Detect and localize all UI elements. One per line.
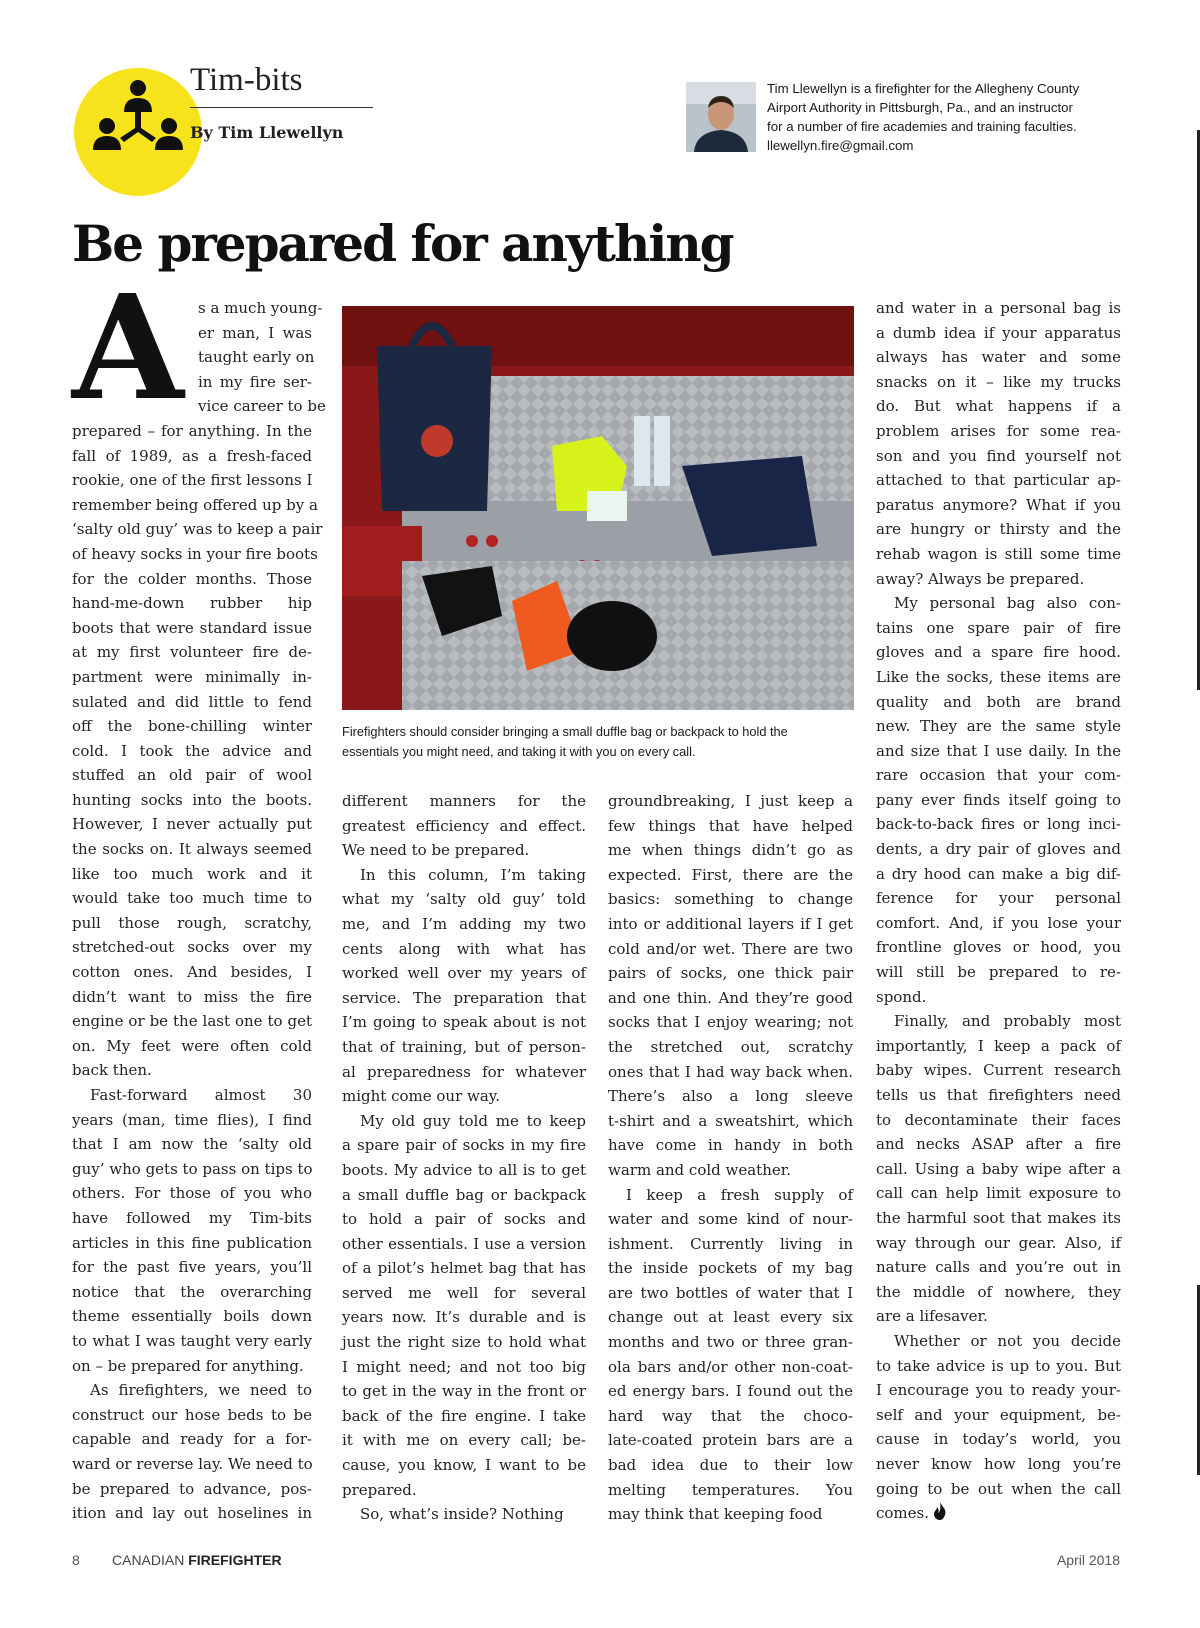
article-text-line: tains one spare pair of fire: [876, 618, 1121, 637]
article-text-line: expected. First, there are the: [608, 865, 853, 884]
article-text-line: years (man, time flies), I find: [72, 1110, 312, 1129]
article-text-line: water and some kind of nour-: [608, 1210, 853, 1229]
article-text-line: son and you find yourself not: [876, 446, 1121, 465]
article-text-line: baby wipes. Current research: [876, 1061, 1121, 1080]
article-text-line: rare occasion that your com-: [876, 766, 1121, 785]
article-text-line: ishment. Currently living in: [608, 1234, 853, 1253]
article-text-line: er man, I was: [198, 323, 312, 342]
article-text-line: engine or be the last one to get: [72, 1012, 312, 1031]
article-text-line: pull those rough, scratchy,: [72, 913, 312, 932]
article-text-line: way through our gear. Also, if: [876, 1233, 1121, 1252]
article-text-line: I might need; and not too big: [342, 1357, 586, 1376]
issue-date: April 2018: [1056, 1552, 1120, 1568]
article-text-line: late-coated protein bars are a: [608, 1431, 853, 1450]
article-text-line: are hungry or thirsty and the: [876, 520, 1121, 539]
article-text-line: to hold a pair of socks and: [342, 1210, 586, 1229]
article-text-line: are a lifesaver.: [876, 1307, 988, 1326]
article-text-line: hunting socks into the boots.: [72, 790, 312, 809]
article-text-line: groundbreaking, I just keep a: [608, 792, 853, 810]
article-text-line: going to be out when the call: [876, 1479, 1121, 1498]
article-text-line: paratus anymore? What if you: [876, 495, 1121, 514]
article-text-line: and necks ASAP after a fire: [876, 1135, 1121, 1154]
article-text-line: snacks on it – like my trucks: [876, 372, 1121, 391]
article-text-line: back-to-back fires or long inci-: [876, 815, 1121, 834]
article-text-line: melting temperatures. You: [608, 1480, 853, 1499]
article-text-line: in my fire ser-: [198, 372, 312, 391]
article-text-line: tells us that firefighters need: [876, 1086, 1121, 1104]
divider: [190, 107, 373, 108]
article-text-line: for the colder months. Those: [72, 569, 312, 588]
article-text-line: gloves and a spare fire hood.: [876, 643, 1121, 662]
magazine-name: [112, 1552, 282, 1568]
article-text-line: notice that the overarching: [72, 1282, 312, 1301]
article-text-line: capable and ready for a for-: [72, 1430, 312, 1449]
article-text-line: nature calls and you’re out in: [876, 1258, 1121, 1277]
article-text-line: the socks on. It always seemed: [72, 840, 312, 859]
page-number: 8: [72, 1552, 80, 1568]
article-text-line: would take too much time to: [72, 889, 312, 908]
article-text-line: Like the socks, these items are: [876, 667, 1121, 686]
article-text-line: call. Using a baby wipe after a: [876, 1159, 1121, 1178]
column-name: Tim-bits: [190, 62, 303, 98]
article-text-line: call can help limit exposure to: [876, 1184, 1121, 1203]
article-text-line: have followed my Tim-bits: [72, 1208, 312, 1227]
article-text-line: back then.: [72, 1061, 152, 1080]
article-text-line: a dry hood can make a big dif-: [876, 864, 1121, 883]
article-text-line: ference for your personal: [876, 889, 1121, 908]
article-text-line: pairs of socks, one thick pair: [608, 964, 853, 983]
article-text-line: sulated and did little to fend: [72, 692, 312, 711]
article-text-line: served me well for several: [342, 1283, 586, 1302]
article-text-line: cents along with what has: [342, 939, 586, 958]
article-text-line: bad idea due to their low: [608, 1456, 853, 1475]
article-text-line: ola bars and/or other non-coat-: [608, 1357, 853, 1376]
article-text-line: of heavy socks in your fire boots: [72, 544, 318, 563]
article-headline: Be prepared for anything: [72, 214, 733, 273]
article-text-line: be prepared to advance, pos-: [72, 1479, 312, 1498]
article-text-line: quality and both are brand: [876, 692, 1121, 711]
article-text-line: attached to that particular ap-: [876, 471, 1121, 490]
drop-cap: A: [72, 263, 184, 432]
caption-line: Firefighters should consider bringing a small duffle bag or backpack to hold the: [342, 724, 788, 739]
article-text-line: for the past five years, you’ll: [72, 1258, 312, 1277]
article-text-line: stretched-out socks over my: [72, 938, 312, 957]
article-column-1: [72, 296, 326, 1526]
article-text-line: worked well over my years of: [342, 964, 586, 983]
article-text-line: a dumb idea if your apparatus: [876, 323, 1121, 342]
article-text-line: hard way that the choco-: [608, 1406, 853, 1425]
photo-caption: [342, 722, 862, 761]
author-bio: [767, 79, 1137, 155]
article-text-line: the stretched out, scratchy: [608, 1037, 853, 1056]
article-text-line: ‘salty old guy’ was to keep a pair: [72, 520, 323, 539]
author-headshot: [686, 82, 756, 152]
article-text-line: rookie, one of the first lessons I: [72, 471, 313, 490]
article-text-line: other essentials. I use a version: [342, 1234, 586, 1253]
article-text-line: We need to be prepared.: [342, 841, 530, 860]
article-text-line: basics: something to change: [608, 890, 853, 909]
article-text-line: on – be prepared for anything.: [72, 1356, 304, 1375]
article-text-line: will still be prepared to re-: [876, 963, 1121, 982]
article-text-line: pany ever finds itself going to: [876, 790, 1121, 809]
caption-line: essentials you might need, and taking it with you on every call.: [342, 743, 696, 759]
magazine-name-part: FIREFIGHTER: [188, 1552, 282, 1568]
article-text-line: socks that I enjoy wearing; not: [608, 1013, 853, 1032]
article-text-line: cause, you know, I want to be: [342, 1456, 586, 1475]
article-text-line: Whether or not you decide: [894, 1331, 1121, 1350]
article-text-line: to decontaminate their faces: [876, 1110, 1121, 1129]
article-text-line: the inside pockets of my bag: [608, 1259, 853, 1278]
article-text-line: and one thin. And they’re good: [608, 988, 853, 1007]
article-text-line: ed energy bars. I found out the: [608, 1382, 853, 1401]
article-text-line: away? Always be prepared.: [876, 569, 1085, 588]
author-bio-line: Airport Authority in Pittsburgh, Pa., and an instructor: [767, 100, 1073, 115]
article-text-line: me when things didn’t go as: [608, 841, 853, 860]
article-text-line: service. The preparation that: [342, 988, 586, 1007]
article-text-line: construct our hose beds to be: [72, 1405, 312, 1424]
article-text-line: dents, a dry pair of gloves and: [876, 840, 1121, 859]
article-text-line: into or additional layers if I get: [608, 914, 853, 933]
article-text-line: vice career to be: [198, 397, 326, 416]
article-text-line: boots that were standard issue: [72, 618, 312, 637]
article-text-line: never know how long you’re: [876, 1454, 1121, 1473]
article-text-line: fall of 1989, as a fresh-faced: [72, 446, 312, 465]
article-text-line: it with me on every call; be-: [342, 1431, 586, 1450]
article-text-line: frontline gloves or hood, you: [876, 938, 1121, 957]
article-text-line: Finally, and probably most: [894, 1012, 1121, 1031]
article-text-line: warm and cold weather.: [608, 1160, 792, 1179]
article-text-line: on. My feet were often cold: [72, 1036, 312, 1055]
article-text-line: cold and/or wet. There are two: [608, 939, 853, 958]
article-text-line: few things that have helped: [608, 816, 853, 835]
article-text-line: and water in a personal bag is: [876, 299, 1121, 317]
article-text-line: comes.: [876, 1501, 1121, 1526]
article-text-line: at my first volunteer fire de-: [72, 643, 312, 662]
article-text-line: importantly, I keep a pack of: [876, 1036, 1121, 1055]
article-text-line: greatest efficiency and effect.: [342, 816, 586, 835]
article-text-line: There’s also a long sleeve: [608, 1087, 853, 1106]
article-text-line: that I am now the ‘salty old: [72, 1135, 312, 1154]
article-text-line: the middle of nowhere, they: [876, 1282, 1121, 1301]
article-text-line: theme essentially boils down: [72, 1307, 312, 1326]
article-text-line: change out at least every six: [608, 1308, 853, 1327]
article-text-line: to take advice is up to you. But: [876, 1356, 1121, 1375]
article-text-line: prepared.: [342, 1480, 417, 1499]
article-text-line: cold. I took the advice and: [72, 741, 312, 760]
article-text-line: ones that I had way back when.: [608, 1062, 853, 1081]
article-text-line: are two bottles of water that I: [608, 1283, 853, 1302]
article-text-line: always has water and some: [876, 348, 1121, 367]
article-text-line: others. For those of you who: [72, 1184, 312, 1203]
article-text-line: off the bone-chilling winter: [72, 717, 312, 736]
firefighter-gear-bag-photo: [342, 306, 854, 710]
author-bio-line: Tim Llewellyn is a firefighter for the Allegheny County: [767, 81, 1080, 96]
article-text-line: So, what’s inside? Nothing: [360, 1505, 564, 1524]
article-text-line: As firefighters, we need to: [90, 1381, 312, 1400]
article-text-line: My personal bag also con-: [894, 594, 1121, 613]
article-text-line: spond.: [876, 987, 927, 1006]
article-text-line: do. But what happens if a: [876, 397, 1121, 416]
article-text-line: ition and lay out hoselines in: [72, 1504, 312, 1523]
article-text-line: remember being offered up by a: [72, 495, 318, 514]
column-logo: [74, 68, 202, 196]
article-column-3: [608, 789, 853, 1527]
article-text-line: that of training, but of person-: [342, 1037, 586, 1056]
article-text-line: rehab wagon is still some time: [876, 544, 1121, 563]
article-column-4: [876, 296, 1121, 1526]
article-text-line: t-shirt and a sweatshirt, which: [608, 1111, 853, 1130]
article-text-line: s a much young-: [198, 299, 323, 317]
article-text-line: didn’t want to miss the fire: [72, 987, 312, 1006]
article-text-line: a spare pair of socks in my fire: [342, 1136, 586, 1155]
article-text-line: back of the fire engine. I take: [342, 1406, 586, 1425]
article-text-line: taught early on: [198, 348, 315, 367]
article-text-line: self and your equipment, be-: [876, 1405, 1121, 1424]
article-text-line: the harmful soot that makes its: [876, 1208, 1121, 1227]
article-text-line: problem arises for some rea-: [876, 421, 1121, 440]
article-text-line: My old guy told me to keep: [360, 1111, 586, 1130]
article-text-line: stuffed an old pair of wool: [72, 766, 312, 785]
flame-icon: [933, 1502, 947, 1520]
byline: By Tim Llewellyn: [190, 123, 344, 142]
article-text-line: comfort. And, if you lose your: [876, 913, 1121, 932]
magazine-name-part: CANADIAN: [112, 1552, 189, 1568]
article-text-line: a small duffle bag or backpack: [342, 1185, 586, 1204]
article-text-line: guy’ who gets to pass on tips to: [72, 1159, 313, 1178]
article-text-line: I keep a fresh supply of: [626, 1185, 853, 1204]
article-text-line: I’m going to speak about is not: [342, 1013, 586, 1032]
article-text-line: different manners for the: [342, 792, 586, 810]
article-text-line: In this column, I’m taking: [360, 865, 586, 884]
article-text-line: Fast-forward almost 30: [90, 1086, 312, 1104]
article-text-line: to what I was taught very early: [72, 1331, 312, 1350]
article-text-line: I encourage you to ready your-: [876, 1381, 1121, 1400]
article-text-line: and size that I use daily. In the: [876, 741, 1121, 760]
article-text-line: articles in this fine publication: [72, 1233, 312, 1252]
article-text-line: partment were minimally in-: [72, 667, 312, 686]
article-text-line: boots. My advice to all is to get: [342, 1160, 586, 1179]
article-text-line: years now. It’s durable and is: [342, 1308, 586, 1327]
author-email[interactable]: llewellyn.fire@gmail.com: [767, 138, 914, 153]
article-text-line: new. They are the same style: [876, 717, 1121, 736]
people-network-icon: [74, 68, 202, 196]
article-text-line: hand-me-down rubber hip: [72, 594, 312, 613]
article-text-line: al preparedness for whatever: [342, 1062, 586, 1081]
article-text-line: me, and I’m adding my two: [342, 914, 586, 933]
article-text-line: like too much work and it: [72, 864, 312, 883]
article-text-line: cotton ones. And besides, I: [72, 963, 312, 982]
article-text-line: prepared – for anything. In the: [72, 421, 312, 440]
author-bio-line: for a number of fire academies and training faculties.: [767, 119, 1077, 134]
article-text-line: cause in today’s world, you: [876, 1430, 1121, 1449]
article-text-line: months and two or three gran-: [608, 1333, 853, 1352]
article-text-line: just the right size to hold what: [342, 1333, 586, 1352]
article-text-line: have come in handy in both: [608, 1136, 853, 1155]
article-text-line: to get in the way in the front or: [342, 1382, 586, 1401]
article-text-line: of a pilot’s helmet bag that has: [342, 1259, 586, 1278]
article-text-line: might come our way.: [342, 1087, 501, 1106]
article-text-line: what my ‘salty old guy’ told: [342, 890, 586, 909]
article-text-line: ward or reverse lay. We need to: [72, 1454, 313, 1473]
article-text-line: However, I never actually put: [72, 815, 312, 834]
article-column-2: [342, 789, 586, 1527]
article-text-line: may think that keeping food: [608, 1505, 823, 1524]
